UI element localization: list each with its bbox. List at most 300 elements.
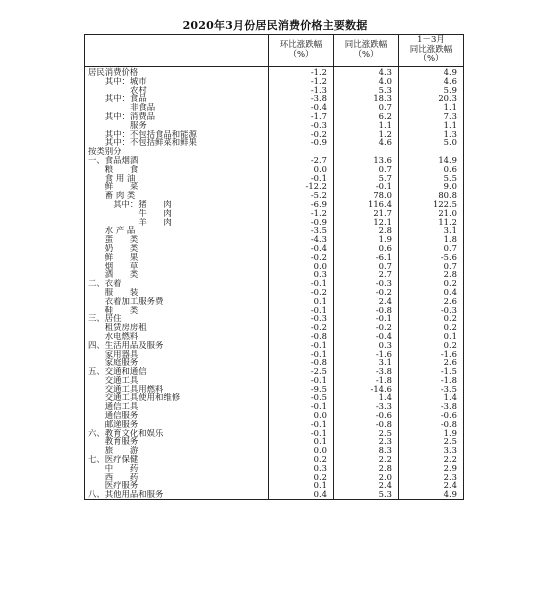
row-label: 七、医疗保健 <box>88 455 139 464</box>
ytd-value: 0.2 <box>399 341 464 350</box>
yoy-value: -1.6 <box>334 350 399 359</box>
mom-value: -9.5 <box>269 385 334 394</box>
row-label-cell <box>85 121 269 130</box>
mom-value: -0.8 <box>269 332 334 341</box>
yoy-value: 2.0 <box>334 473 399 482</box>
row-label-cell <box>85 94 269 103</box>
mom-value: -0.2 <box>269 130 334 139</box>
ytd-value: -1.8 <box>399 376 464 385</box>
yoy-value: -0.4 <box>334 332 399 341</box>
row-label-cell <box>85 191 269 200</box>
table-row <box>85 446 464 455</box>
table-row <box>85 86 464 95</box>
ytd-value: -3.5 <box>399 385 464 394</box>
row-label: 居民消费价格 <box>88 67 139 77</box>
cpi-table <box>84 34 464 500</box>
table-row <box>85 297 464 306</box>
mom-value: -0.2 <box>269 288 334 297</box>
row-label: 蛋 类 <box>104 235 139 244</box>
row-label-cell <box>85 147 269 156</box>
row-label-cell <box>85 279 269 288</box>
ytd-value: 20.3 <box>399 94 464 103</box>
row-label-cell <box>85 235 269 244</box>
row-label-cell <box>85 490 269 499</box>
row-label: 粮 食 <box>104 164 139 174</box>
yoy-value: -1.8 <box>334 376 399 385</box>
row-label-cell <box>85 481 269 490</box>
yoy-value: 2.3 <box>334 437 399 446</box>
table-row <box>85 437 464 446</box>
row-label: 按类别分 <box>88 147 122 156</box>
table-row <box>85 182 464 191</box>
item-column-header <box>85 35 269 67</box>
mom-value: -0.1 <box>269 350 334 359</box>
yoy-value: 1.2 <box>334 130 399 139</box>
yoy-value: 78.0 <box>334 191 399 200</box>
row-label-cell <box>85 367 269 376</box>
row-label: 非食品 <box>130 103 156 112</box>
table-row <box>85 473 464 482</box>
yoy-value: -0.2 <box>334 323 399 332</box>
mom-value: -4.3 <box>269 235 334 244</box>
yoy-value: 13.6 <box>334 156 399 165</box>
ytd-value: -1.5 <box>399 367 464 376</box>
mom-value: 0.3 <box>269 270 334 279</box>
ytd-value: 1.4 <box>399 393 464 402</box>
mom-value: -12.2 <box>269 182 334 191</box>
mom-value: 0.1 <box>269 297 334 306</box>
ytd-value: 14.9 <box>399 156 464 165</box>
yoy-value: 3.1 <box>334 358 399 367</box>
row-label: 通信服务 <box>104 411 139 420</box>
row-label-cell <box>85 209 269 218</box>
yoy-column-header <box>334 35 399 67</box>
table-row <box>85 244 464 253</box>
yoy-value: 6.2 <box>334 112 399 121</box>
row-label: 烟 草 <box>104 261 139 271</box>
mom-value: -0.1 <box>269 420 334 429</box>
ytd-value: 4.9 <box>399 67 464 77</box>
row-label: 交通工具使用和维修 <box>104 393 181 403</box>
table-row <box>85 253 464 262</box>
row-label-cell <box>85 455 269 464</box>
ytd-value: 0.7 <box>399 262 464 271</box>
table-row <box>85 306 464 315</box>
ytd-value: 2.3 <box>399 473 464 482</box>
table-row <box>85 165 464 174</box>
mom-value: -0.9 <box>269 138 334 147</box>
table-row <box>85 376 464 385</box>
row-label-cell <box>85 306 269 315</box>
ytd-value: 4.6 <box>399 77 464 86</box>
mom-value: -0.1 <box>269 279 334 288</box>
row-label-cell <box>85 262 269 271</box>
row-label-cell <box>85 244 269 253</box>
ytd-value: -0.8 <box>399 420 464 429</box>
table-row <box>85 174 464 183</box>
row-label: 五、交通和通信 <box>88 367 147 376</box>
ytd-value: -0.6 <box>399 411 464 420</box>
table-row <box>85 411 464 420</box>
row-label-cell <box>85 182 269 191</box>
mom-value: -0.8 <box>269 358 334 367</box>
table-row <box>85 121 464 130</box>
ytd-value: -5.6 <box>399 253 464 262</box>
ytd-value: -3.8 <box>399 402 464 411</box>
row-label: 其中：食品 <box>104 94 147 104</box>
row-label: 医疗服务 <box>104 481 139 491</box>
mom-value: -1.2 <box>269 209 334 218</box>
mom-value: 0.0 <box>269 446 334 455</box>
ytd-value: 2.9 <box>399 464 464 473</box>
table-row <box>85 235 464 244</box>
yoy-value: 1.4 <box>334 393 399 402</box>
row-label: 羊 肉 <box>138 217 172 227</box>
row-label-cell <box>85 226 269 235</box>
row-label-cell <box>85 253 269 262</box>
mom-value: -0.1 <box>269 402 334 411</box>
row-label-cell <box>85 385 269 394</box>
row-label: 六、教育文化和娱乐 <box>88 428 164 438</box>
row-label: 通信工具 <box>104 402 139 412</box>
row-label-cell <box>85 332 269 341</box>
table-row <box>85 103 464 112</box>
yoy-value: 1.1 <box>334 121 399 130</box>
table-row <box>85 481 464 490</box>
mom-value: -0.4 <box>269 244 334 253</box>
ytd-value: 2.8 <box>399 270 464 279</box>
table-row <box>85 112 464 121</box>
yoy-value: 2.4 <box>334 481 399 490</box>
table-row <box>85 420 464 429</box>
yoy-value: -0.2 <box>334 288 399 297</box>
ytd-value: 1.8 <box>399 235 464 244</box>
table-row <box>85 402 464 411</box>
row-label-cell <box>85 464 269 473</box>
ytd-value: 122.5 <box>399 200 464 209</box>
ytd-header-text: 1－3月 同比涨跌幅 （%） <box>409 35 453 65</box>
row-label-cell <box>85 288 269 297</box>
row-label-cell <box>85 112 269 121</box>
table-row <box>85 226 464 235</box>
yoy-value: 12.1 <box>334 218 399 227</box>
table-row <box>85 314 464 323</box>
row-label-cell <box>85 393 269 402</box>
yoy-value: -14.6 <box>334 385 399 394</box>
row-label: 四、生活用品及服务 <box>88 340 164 350</box>
ytd-value: 1.3 <box>399 130 464 139</box>
row-label: 三、居住 <box>88 314 122 324</box>
row-label: 中 药 <box>104 463 139 473</box>
row-label: 畜 肉 类 <box>104 191 136 200</box>
row-label: 水电燃料 <box>104 331 139 341</box>
row-label: 旅 游 <box>104 446 139 456</box>
mom-column-header <box>269 35 334 67</box>
ytd-value: 11.2 <box>399 218 464 227</box>
mom-value: -5.2 <box>269 191 334 200</box>
mom-value: -0.1 <box>269 376 334 385</box>
yoy-value: 0.7 <box>334 103 399 112</box>
mom-value: -3.8 <box>269 94 334 103</box>
mom-value: -1.2 <box>269 67 334 77</box>
mom-value: -0.1 <box>269 429 334 438</box>
ytd-value: 2.6 <box>399 358 464 367</box>
yoy-value: 4.6 <box>334 138 399 147</box>
table-row <box>85 209 464 218</box>
yoy-value: -0.8 <box>334 306 399 315</box>
yoy-value: 2.4 <box>334 297 399 306</box>
ytd-value: 0.2 <box>399 314 464 323</box>
table-row <box>85 385 464 394</box>
row-label-cell <box>85 376 269 385</box>
mom-value: -0.9 <box>269 218 334 227</box>
row-label: 农村 <box>130 85 147 95</box>
ytd-value: 3.3 <box>399 446 464 455</box>
mom-value: 0.3 <box>269 464 334 473</box>
yoy-value: 0.6 <box>334 244 399 253</box>
row-label: 家用器具 <box>104 349 139 359</box>
ytd-value: 0.4 <box>399 288 464 297</box>
ytd-value: 5.5 <box>399 174 464 183</box>
table-row <box>85 200 464 209</box>
yoy-value: 116.4 <box>334 200 399 209</box>
row-label-cell <box>85 402 269 411</box>
row-label: 八、其他用品和服务 <box>88 490 164 500</box>
row-label-cell <box>85 437 269 446</box>
row-label: 其中：猪 肉 <box>113 199 172 209</box>
mom-value: -2.5 <box>269 367 334 376</box>
table-row <box>85 270 464 279</box>
mom-value: -0.1 <box>269 341 334 350</box>
mom-value: -0.1 <box>269 174 334 183</box>
ytd-value: 1.1 <box>399 103 464 112</box>
row-label: 食 用 油 <box>104 173 136 183</box>
table-row <box>85 341 464 350</box>
mom-value: -1.7 <box>269 112 334 121</box>
row-label-cell <box>85 358 269 367</box>
row-label: 一、食品烟酒 <box>88 155 139 165</box>
ytd-value: 0.1 <box>399 332 464 341</box>
row-label: 其中：不包括鲜菜和鲜果 <box>104 138 197 148</box>
mom-value: -6.9 <box>269 200 334 209</box>
mom-value: 0.2 <box>269 455 334 464</box>
row-label: 租赁房房租 <box>104 323 147 332</box>
yoy-value: 18.3 <box>334 94 399 103</box>
row-label-cell <box>85 103 269 112</box>
row-label: 西 药 <box>104 472 139 482</box>
row-label: 其中：消费品 <box>104 111 156 121</box>
ytd-column-header <box>399 35 464 67</box>
yoy-value: 2.8 <box>334 226 399 235</box>
table-row <box>85 367 464 376</box>
ytd-value: 21.0 <box>399 209 464 218</box>
row-label: 其中：城市 <box>104 76 147 86</box>
table-row <box>85 262 464 271</box>
table-header-row <box>85 35 464 67</box>
row-label: 酒 类 <box>104 270 139 280</box>
yoy-value: -3.8 <box>334 367 399 376</box>
table-row <box>85 218 464 227</box>
yoy-value <box>334 147 399 156</box>
row-label: 家庭服务 <box>104 358 139 368</box>
ytd-value: 2.2 <box>399 455 464 464</box>
row-label: 服务 <box>130 120 147 130</box>
page-title: 2020年3月份居民消费价格主要数据 <box>182 19 368 32</box>
mom-value: 0.2 <box>269 473 334 482</box>
row-label: 奶 类 <box>104 243 139 253</box>
table-row <box>85 323 464 332</box>
row-label: 服 装 <box>104 287 139 297</box>
row-label: 交通工具用燃料 <box>104 384 164 394</box>
table-row <box>85 67 464 77</box>
yoy-value: 2.2 <box>334 455 399 464</box>
ytd-value: -0.3 <box>399 306 464 315</box>
row-label-cell <box>85 350 269 359</box>
row-label-cell <box>85 77 269 86</box>
mom-value: 0.1 <box>269 481 334 490</box>
yoy-value: 0.7 <box>334 262 399 271</box>
row-label-cell <box>85 297 269 306</box>
yoy-value: 5.3 <box>334 86 399 95</box>
row-label-cell <box>85 411 269 420</box>
ytd-value: 1.1 <box>399 121 464 130</box>
mom-value: -0.1 <box>269 306 334 315</box>
row-label: 教育服务 <box>104 437 139 447</box>
ytd-value: 5.9 <box>399 86 464 95</box>
table-row <box>85 147 464 156</box>
mom-value: 0.0 <box>269 411 334 420</box>
row-label: 鲜 果 <box>104 252 139 262</box>
row-label: 衣着加工服务费 <box>104 296 164 306</box>
table-row <box>85 130 464 139</box>
ytd-value: 4.9 <box>399 490 464 499</box>
row-label-cell <box>85 200 269 209</box>
table-row <box>85 156 464 165</box>
ytd-value: 3.1 <box>399 226 464 235</box>
yoy-value: -0.3 <box>334 279 399 288</box>
mom-value: -0.2 <box>269 323 334 332</box>
yoy-value: 2.5 <box>334 429 399 438</box>
yoy-value: 2.7 <box>334 270 399 279</box>
yoy-value: -6.1 <box>334 253 399 262</box>
row-label-cell <box>85 156 269 165</box>
mom-value: 0.0 <box>269 262 334 271</box>
table-row <box>85 358 464 367</box>
table-row <box>85 350 464 359</box>
yoy-value: 0.7 <box>334 165 399 174</box>
mom-value: -0.3 <box>269 121 334 130</box>
row-label: 鲜 菜 <box>104 182 139 192</box>
ytd-value: -1.6 <box>399 350 464 359</box>
ytd-value: 9.0 <box>399 182 464 191</box>
mom-value: 0.4 <box>269 490 334 499</box>
row-label-cell <box>85 67 269 77</box>
yoy-header-text: 同比涨跌幅 （%） <box>344 40 388 60</box>
table-row <box>85 288 464 297</box>
mom-value <box>269 147 334 156</box>
table-row <box>85 393 464 402</box>
ytd-value: 0.6 <box>399 165 464 174</box>
row-label-cell <box>85 323 269 332</box>
mom-value: -1.2 <box>269 77 334 86</box>
row-label-cell <box>85 473 269 482</box>
yoy-value: 5.7 <box>334 174 399 183</box>
ytd-value: 2.5 <box>399 437 464 446</box>
ytd-value: 2.4 <box>399 481 464 490</box>
table-row <box>85 464 464 473</box>
table-row <box>85 191 464 200</box>
table-row <box>85 490 464 499</box>
ytd-value: 80.8 <box>399 191 464 200</box>
ytd-value: 1.9 <box>399 429 464 438</box>
row-label-cell <box>85 420 269 429</box>
mom-value: -0.3 <box>269 314 334 323</box>
row-label-cell <box>85 174 269 183</box>
table-body <box>85 67 464 500</box>
row-label-cell <box>85 341 269 350</box>
row-label-cell <box>85 270 269 279</box>
table-row <box>85 138 464 147</box>
ytd-value: 0.2 <box>399 279 464 288</box>
table-row <box>85 455 464 464</box>
ytd-value: 0.7 <box>399 244 464 253</box>
yoy-value: 21.7 <box>334 209 399 218</box>
table-row <box>85 279 464 288</box>
row-label-cell <box>85 165 269 174</box>
yoy-value: 8.3 <box>334 446 399 455</box>
mom-value: -1.3 <box>269 86 334 95</box>
mom-value: 0.1 <box>269 437 334 446</box>
row-label: 水 产 品 <box>104 226 136 236</box>
ytd-value: 2.6 <box>399 297 464 306</box>
ytd-value: 7.3 <box>399 112 464 121</box>
yoy-value: 2.8 <box>334 464 399 473</box>
row-label: 二、衣着 <box>88 279 122 288</box>
row-label: 其中：不包括食品和能源 <box>104 129 197 139</box>
row-label-cell <box>85 130 269 139</box>
mom-value: -3.5 <box>269 226 334 235</box>
mom-value: 0.0 <box>269 165 334 174</box>
mom-value: -2.7 <box>269 156 334 165</box>
yoy-value: 4.3 <box>334 67 399 77</box>
yoy-value: -0.8 <box>334 420 399 429</box>
ytd-value: 0.2 <box>399 323 464 332</box>
table-row <box>85 332 464 341</box>
mom-header-text: 环比涨跌幅 （%） <box>279 40 323 60</box>
row-label: 邮递服务 <box>104 419 139 429</box>
ytd-value: 5.0 <box>399 138 464 147</box>
yoy-value: 0.3 <box>334 341 399 350</box>
table-row <box>85 77 464 86</box>
yoy-value: -3.3 <box>334 402 399 411</box>
row-label: 牛 肉 <box>138 208 172 218</box>
row-label-cell <box>85 314 269 323</box>
yoy-value: -0.6 <box>334 411 399 420</box>
table-row <box>85 429 464 438</box>
ytd-value <box>399 147 464 156</box>
row-label-cell <box>85 446 269 455</box>
yoy-value: -0.1 <box>334 182 399 191</box>
row-label-cell <box>85 429 269 438</box>
yoy-value: -0.1 <box>334 314 399 323</box>
row-label-cell <box>85 86 269 95</box>
row-label-cell <box>85 218 269 227</box>
yoy-value: 1.9 <box>334 235 399 244</box>
mom-value: -0.5 <box>269 393 334 402</box>
yoy-value: 4.0 <box>334 77 399 86</box>
row-label-cell <box>85 138 269 147</box>
mom-value: -0.2 <box>269 253 334 262</box>
